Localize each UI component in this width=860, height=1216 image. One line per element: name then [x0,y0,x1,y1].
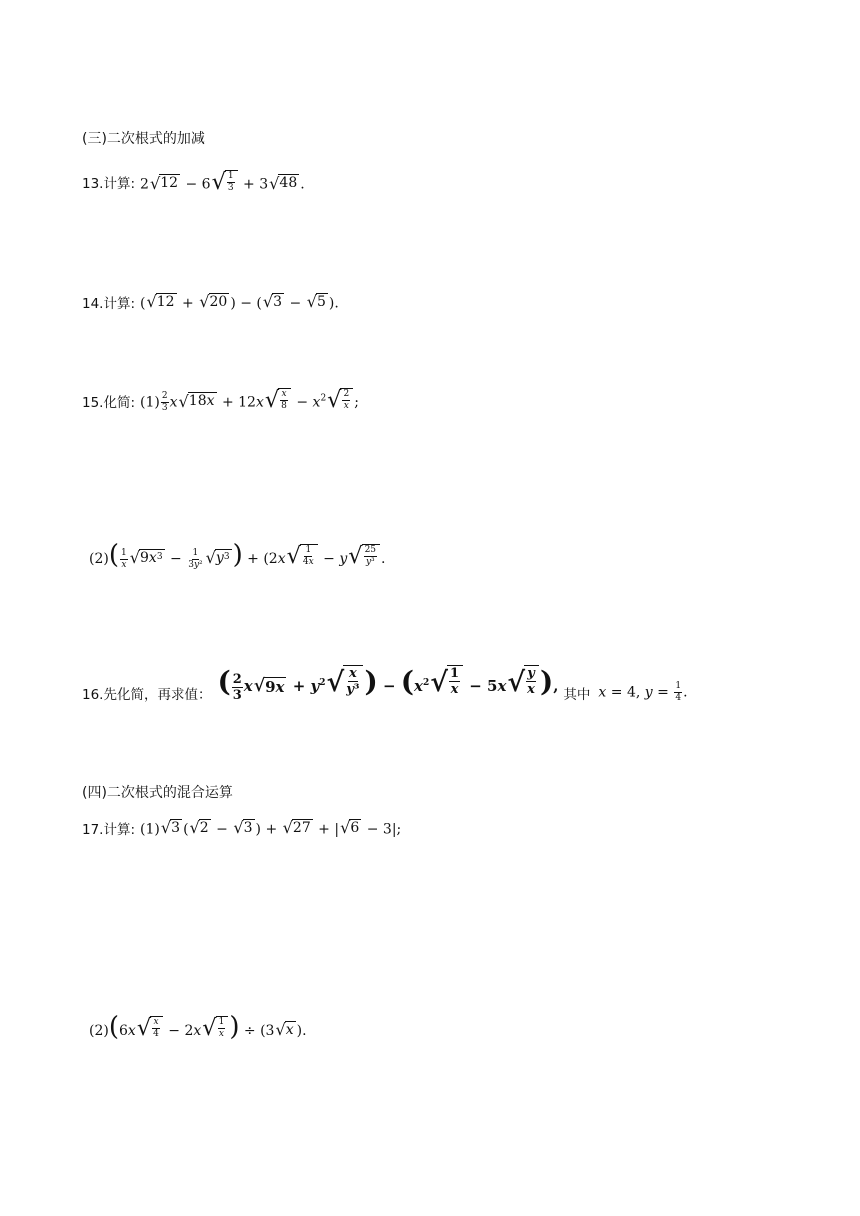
question-13-expression: 2 √ 12 − 6 √ $\frac{1}{3}$ + 3 √ 48 . [140,168,305,195]
question-17-part2: (2)(6x √ $\frac{x}{4}$ − 2x √ $\frac{1}{x}$ ) ÷ (3 √ x ). [89,1012,307,1042]
question-17-label: 17.计算: [82,822,136,838]
question-16 [82,664,689,703]
question-15-label: 15.化简: [82,394,136,411]
question-14-expression: ( √ 12 + √ 20 ) − ( √ 3 − √ 5 ). [140,292,339,312]
question-17-part1: (1) √ 3 ( √ 2 − √ 3 ) + √ 27 + | √ 6 − 3|; [140,818,402,838]
question-13-label: 13.计算: [82,175,136,192]
question-13 [82,170,306,193]
question-16-condition-prefix: 其中 [563,686,591,703]
question-16-condition: x = 4, y = $\frac{1}{4}$ . [598,681,688,703]
question-15-part1: (1) $\frac{2}{3}$ x √ 18 x + 12x √ $\frac{x}{8}$ − $x^2$ √ $\frac{2}{x}$ ; [140,386,359,414]
question-15 [82,388,360,413]
question-16-label: 16.先化简，再求值： [82,686,212,703]
section-title-4: (四)二次根式的混合运算 [82,785,233,801]
section-title-3: (三)二次根式的加减 [82,131,205,147]
question-14-label: 14.计算: [82,296,136,312]
question-15-part2: (2)( $\frac{1}{x}$ √ 9 x 3 − $\frac{1}{\text{3y²}}$ √ y 3 ) + (2x √ $\frac{1}{4x}$ − y √ $\frac{25}{\text{y³}}$ . [89,540,386,570]
question-14 [82,292,340,312]
question-16-expression: ( $\frac{2}{3}$ x √ 9 x + $y^2$ √ $\frac{x}{\text{y³}}$ ) − ($x^2$ √ $\frac{1}{x}$ − 5x √ $\frac{y}{x}$ ), [217,665,559,703]
question-17 [82,818,402,838]
